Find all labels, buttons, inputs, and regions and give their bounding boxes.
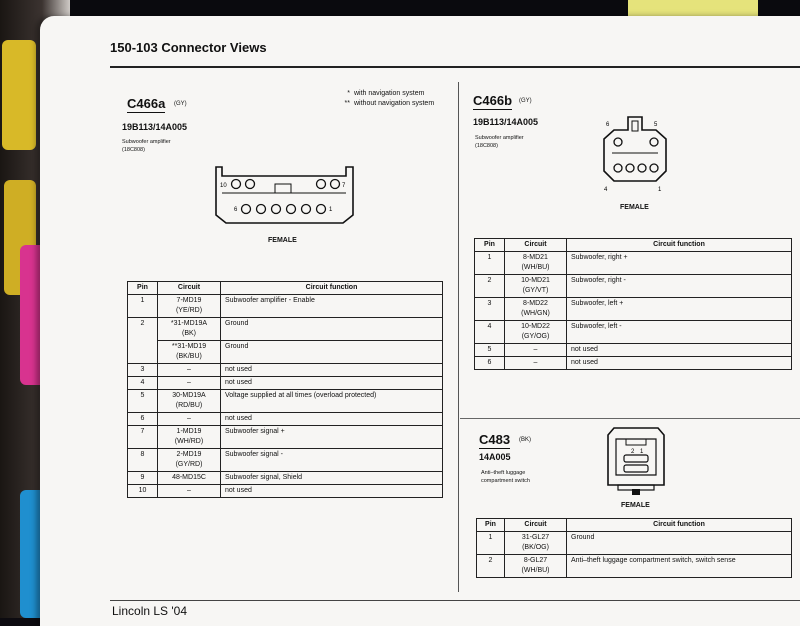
description-c466b: Subwoofer amplifier (18C808) — [475, 135, 524, 149]
footer-rule — [110, 600, 800, 601]
connector-color-c466a: (GY) — [174, 101, 187, 107]
table-row — [128, 341, 443, 364]
table-row — [477, 555, 792, 578]
circuit-cell: 30-MD19A (RD/BU) — [158, 390, 221, 413]
connector-id-c483: C483 — [479, 432, 511, 447]
circuit-cell: 2-MD19 (GY/RD) — [158, 449, 221, 472]
circuit-cell: *31-MD19A (BK) — [158, 318, 221, 341]
connector-diagram-c466b — [592, 113, 678, 195]
circuit-cell: 8-GL27 (WH/BU) — [505, 555, 567, 578]
circuit-cell: 8-MD21 (WH/BU) — [505, 252, 567, 275]
pin-cell: 5 — [128, 390, 158, 413]
pin-cell: 8 — [128, 449, 158, 472]
function-cell: Subwoofer signal + — [221, 426, 443, 449]
part-number-c466a: 19B113/14A005 — [122, 122, 188, 132]
pin-table-c466b — [474, 238, 792, 370]
connector-color-c483: (BK) — [519, 437, 531, 443]
gender-label-c466a: FEMALE — [268, 237, 297, 244]
pin-label-10: 10 — [220, 183, 227, 189]
column-divider — [458, 82, 459, 592]
table-row — [128, 426, 443, 449]
function-cell: Subwoofer, left - — [567, 321, 792, 344]
pin-label-7: 7 — [342, 183, 346, 189]
circuit-cell: – — [158, 413, 221, 426]
table-row — [477, 532, 792, 555]
table-row — [475, 298, 792, 321]
page-title: 150-103 Connector Views — [110, 40, 267, 55]
col-header-circuit: Circuit — [158, 282, 221, 295]
connector-color-c466b: (GY) — [519, 98, 532, 104]
pin-label-6: 6 — [606, 122, 610, 128]
table-row — [128, 472, 443, 485]
circuit-cell: – — [158, 485, 221, 498]
pin-cell: 1 — [128, 295, 158, 318]
pin-cell: 2 — [477, 555, 505, 578]
circuit-cell: 10-MD21 (GY/VT) — [505, 275, 567, 298]
note-without-nav: ** without navigation system — [344, 100, 435, 107]
function-cell: not used — [567, 357, 792, 370]
pin-cell: 3 — [128, 364, 158, 377]
title-rule — [110, 66, 800, 68]
function-cell: not used — [567, 344, 792, 357]
part-number-c483: 14A005 — [479, 452, 511, 462]
function-cell: not used — [221, 377, 443, 390]
circuit-cell: 8-MD22 (WH/GN) — [505, 298, 567, 321]
connector-id-c466b: C466b — [473, 93, 513, 108]
section-divider — [460, 418, 800, 419]
table-row — [128, 377, 443, 390]
circuit-cell: **31-MD19 (BK/BU) — [158, 341, 221, 364]
col-header-pin: Pin — [475, 239, 505, 252]
function-cell: Ground — [567, 532, 792, 555]
table-row — [128, 364, 443, 377]
circuit-cell: 31-GL27 (BK/OG) — [505, 532, 567, 555]
circuit-cell: – — [505, 357, 567, 370]
col-header-pin: Pin — [128, 282, 158, 295]
footnotes — [338, 89, 434, 109]
function-cell: Subwoofer, left + — [567, 298, 792, 321]
pin-cell: 7 — [128, 426, 158, 449]
pin-label-5: 5 — [654, 122, 658, 128]
col-header-function: Circuit function — [567, 239, 792, 252]
sticky-note — [628, 0, 758, 16]
function-cell: Anti–theft luggage compartment switch, switch sense — [567, 555, 792, 578]
function-cell: Subwoofer signal, Shield — [221, 472, 443, 485]
function-cell: not used — [221, 413, 443, 426]
function-cell: Ground — [221, 341, 443, 364]
function-cell: Ground — [221, 318, 443, 341]
table-row — [475, 357, 792, 370]
table-row — [475, 275, 792, 298]
description-c483: Anti–theft luggage compartment switch — [481, 470, 530, 484]
circuit-cell: – — [158, 364, 221, 377]
circuit-cell: 10-MD22 (GY/OG) — [505, 321, 567, 344]
col-header-function: Circuit function — [567, 519, 792, 532]
function-cell: Subwoofer signal - — [221, 449, 443, 472]
circuit-cell: 48-MD15C — [158, 472, 221, 485]
function-cell: Voltage supplied at all times (overload protected) — [221, 390, 443, 413]
circuit-cell: – — [505, 344, 567, 357]
table-row — [475, 252, 792, 275]
pin-cell: 5 — [475, 344, 505, 357]
pin-cell: 1 — [475, 252, 505, 275]
circuit-cell: – — [158, 377, 221, 390]
pin-label-1: 1 — [329, 207, 333, 213]
note-with-nav: * with navigation system — [347, 90, 425, 97]
pin-cell: 4 — [128, 377, 158, 390]
pin-cell: 1 — [477, 532, 505, 555]
circuit-cell: 7-MD19 (YE/RD) — [158, 295, 221, 318]
gender-label-c466b: FEMALE — [620, 204, 649, 211]
pin-cell: 6 — [128, 413, 158, 426]
col-header-circuit: Circuit — [505, 519, 567, 532]
function-cell: Subwoofer, right + — [567, 252, 792, 275]
col-header-circuit: Circuit — [505, 239, 567, 252]
function-cell: not used — [221, 364, 443, 377]
gender-label-c483: FEMALE — [621, 502, 650, 509]
col-header-function: Circuit function — [221, 282, 443, 295]
pin-cell: 2 — [475, 275, 505, 298]
connector-diagram-c483 — [604, 425, 668, 497]
table-row — [128, 390, 443, 413]
binder-tab-yellow — [2, 40, 36, 150]
table-row — [128, 485, 443, 498]
pin-label-1: 1 — [658, 187, 662, 193]
table-row — [128, 318, 443, 341]
description-c466a: Subwoofer amplifier (18C808) — [122, 139, 171, 153]
pin-table-c483 — [476, 518, 792, 578]
pin-cell: 4 — [475, 321, 505, 344]
pin-label-4: 4 — [604, 187, 608, 193]
col-header-pin: Pin — [477, 519, 505, 532]
table-row — [128, 449, 443, 472]
pin-cell: 6 — [475, 357, 505, 370]
pin-label-6: 6 — [234, 207, 238, 213]
pin-cell: 10 — [128, 485, 158, 498]
table-row — [128, 413, 443, 426]
pin-cell: 9 — [128, 472, 158, 485]
pin-table-c466a — [127, 281, 443, 498]
part-number-c466b: 19B113/14A005 — [473, 117, 539, 127]
pin-cell: 3 — [475, 298, 505, 321]
pin-label-1: 1 — [640, 449, 644, 455]
table-row — [128, 295, 443, 318]
function-cell: Subwoofer, right - — [567, 275, 792, 298]
page-footer: Lincoln LS '04 — [112, 604, 188, 618]
pin-cell: 2 — [128, 318, 158, 364]
connector-diagram-c466a — [213, 163, 358, 227]
table-row — [475, 321, 792, 344]
pin-label-2: 2 — [631, 449, 635, 455]
function-cell: Subwoofer amplifier - Enable — [221, 295, 443, 318]
function-cell: not used — [221, 485, 443, 498]
table-row — [475, 344, 792, 357]
connector-id-c466a: C466a — [127, 96, 166, 111]
circuit-cell: 1-MD19 (WH/RD) — [158, 426, 221, 449]
